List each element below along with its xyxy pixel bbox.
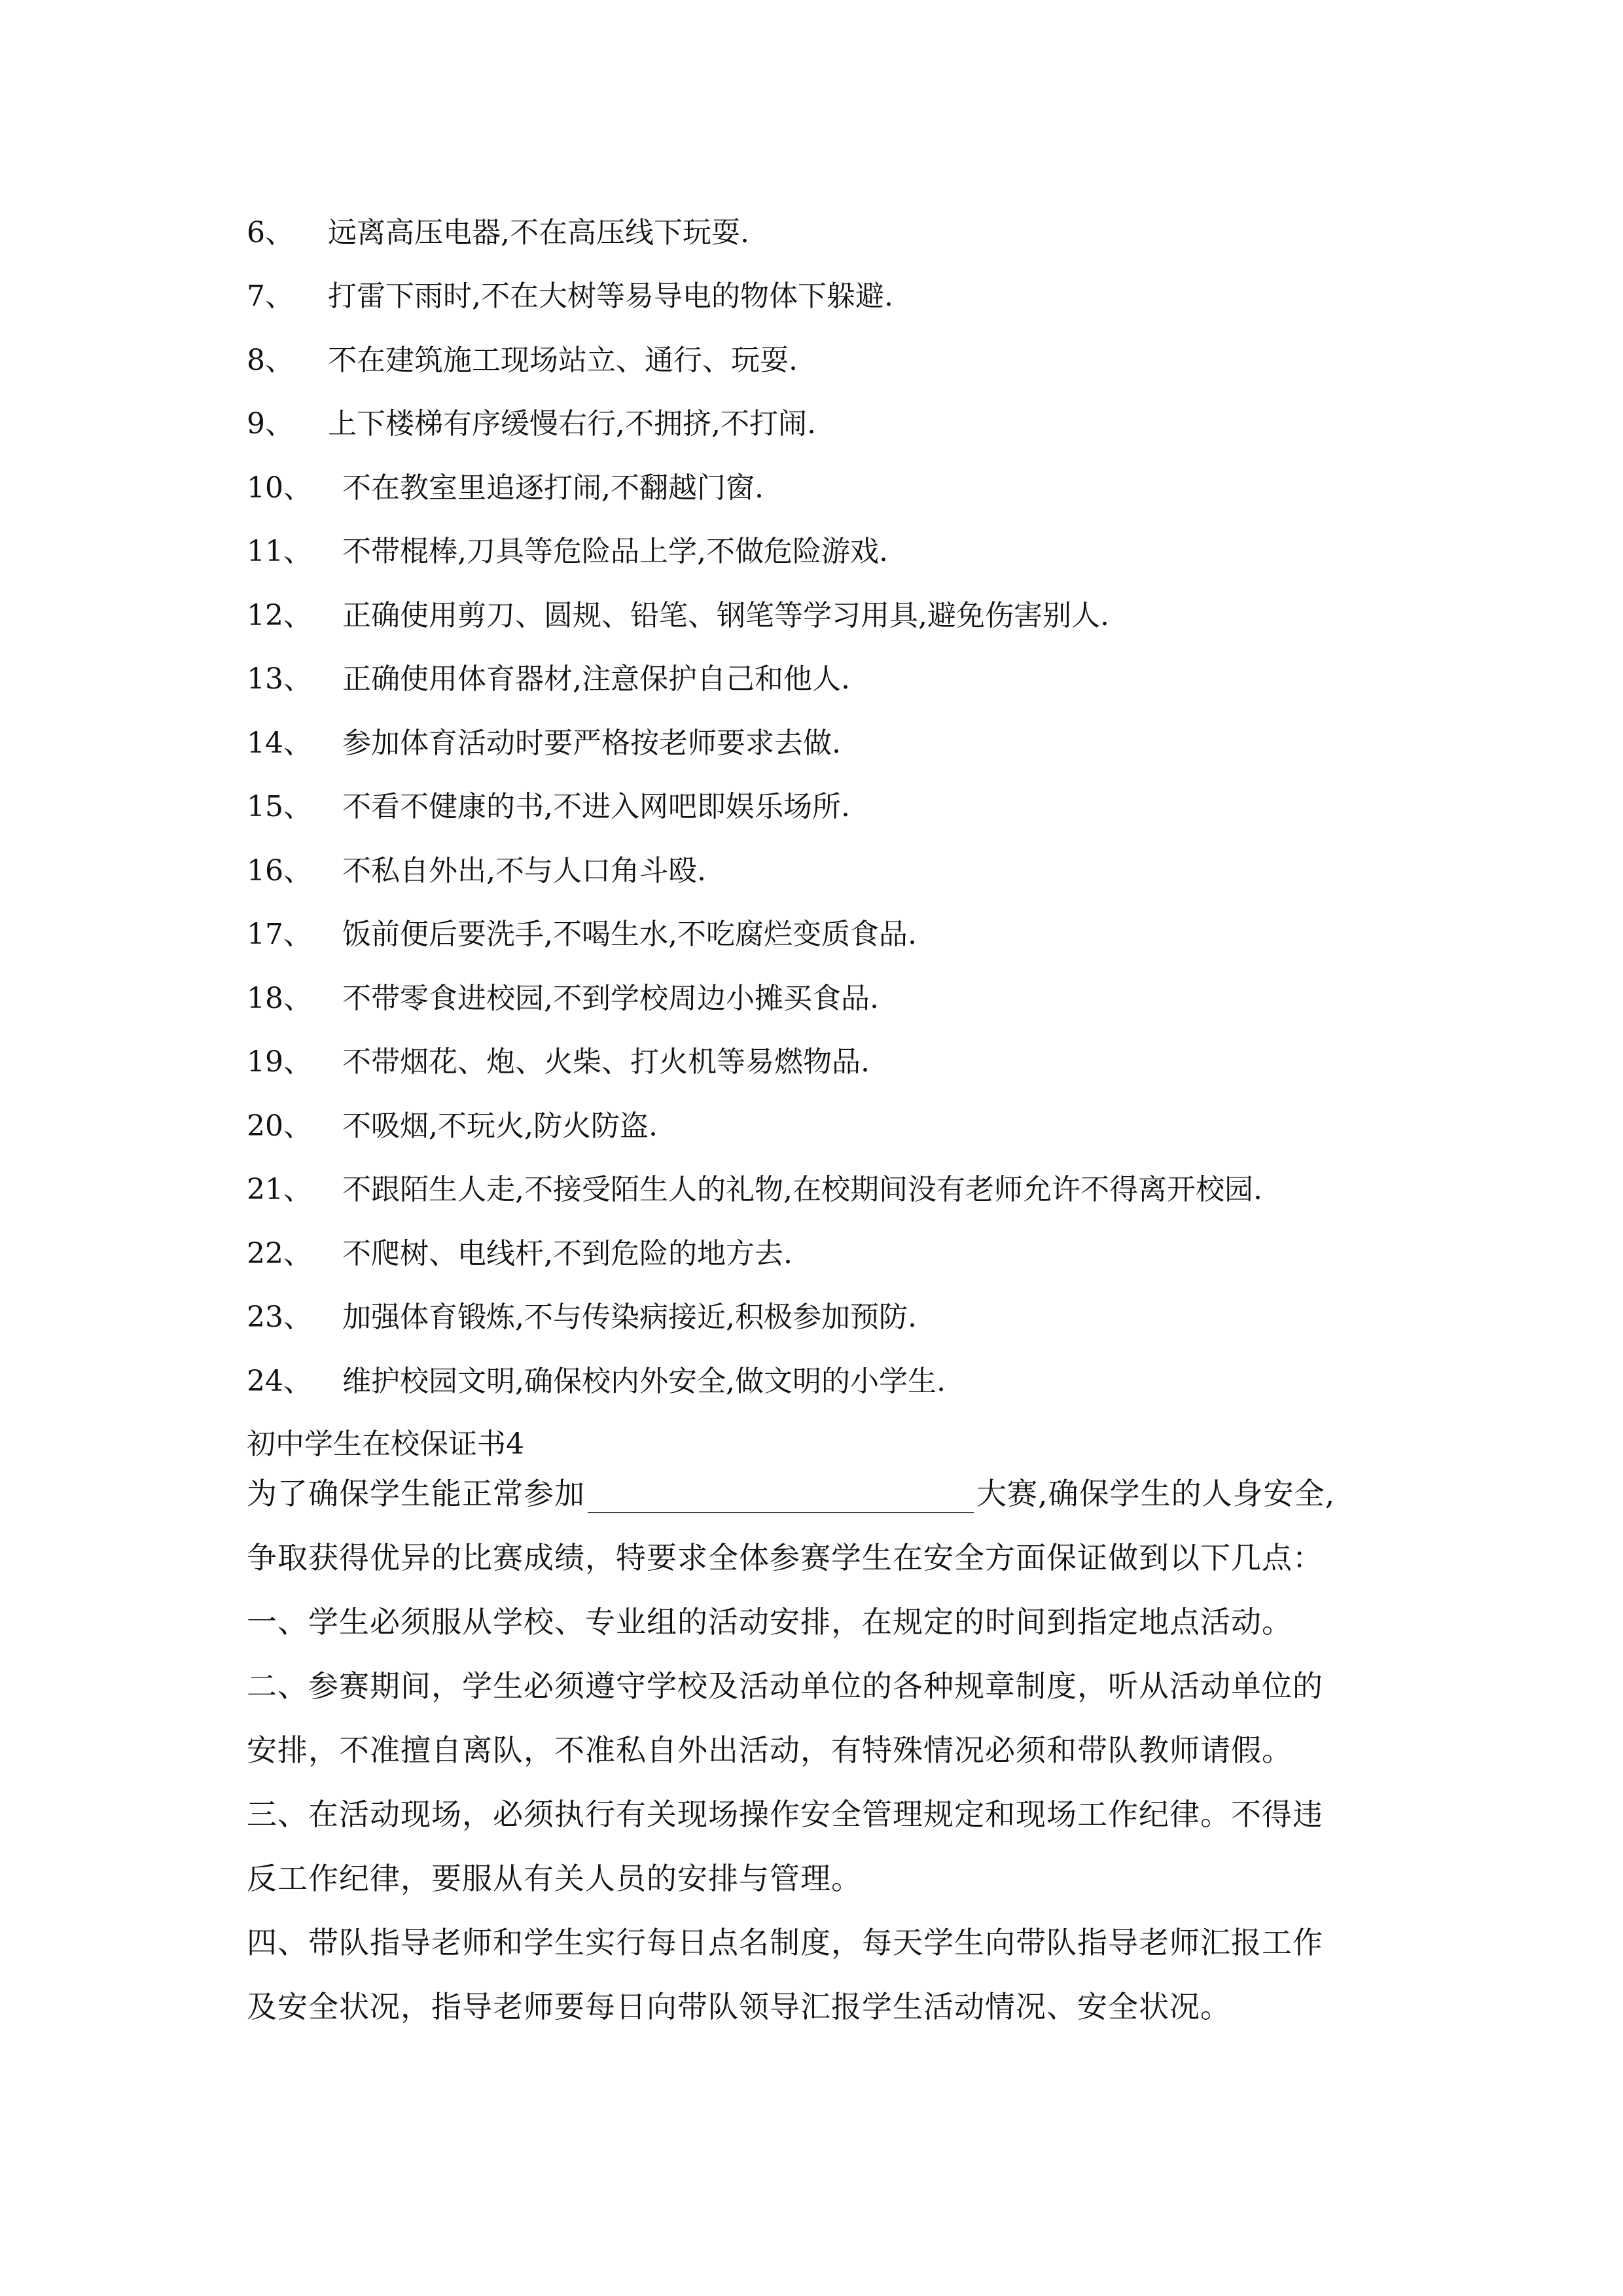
list-item <box>247 772 1412 836</box>
item-text: 不吸烟,不玩火,防火防盗. <box>342 1109 658 1143</box>
intro-text-after: 大赛,确保学生的人身安全, <box>976 1476 1336 1511</box>
item-number: 21、 <box>247 1173 312 1207</box>
item-number: 8、 <box>247 343 294 377</box>
list-item <box>247 645 1412 709</box>
list-item <box>247 963 1412 1028</box>
list-item <box>247 708 1412 772</box>
intro-line-2: 争取获得优异的比赛成绩，特要求全体参赛学生在安全方面保证做到以下几点： <box>247 1540 1323 1575</box>
item-number: 14、 <box>247 726 312 760</box>
list-item <box>247 453 1412 517</box>
list-item <box>247 389 1412 454</box>
item-text: 不看不健康的书,不进入网吧即娱乐场所. <box>342 790 850 824</box>
item-number: 24、 <box>247 1364 312 1398</box>
section-title: 初中学生在校保证书4 <box>247 1427 524 1461</box>
item-text: 打雷下雨时,不在大树等易导电的物体下躲避. <box>328 279 893 314</box>
list-item <box>247 836 1412 900</box>
item-number: 20、 <box>247 1109 312 1143</box>
item-text: 不带烟花、炮、火柴、打火机等易燃物品. <box>342 1045 870 1079</box>
item-number: 7、 <box>247 279 294 314</box>
intro-text-before: 为了确保学生能正常参加 <box>247 1476 585 1511</box>
item-number: 6、 <box>247 215 294 249</box>
list-item <box>247 1155 1412 1219</box>
item-number: 22、 <box>247 1236 312 1270</box>
item-number: 17、 <box>247 918 312 952</box>
clause-2-line-2: 安排，不准擅自离队，不准私自外出活动，有特殊情况必须和带队教师请假。 <box>247 1732 1293 1768</box>
item-text: 远离高压电器,不在高压线下玩耍. <box>328 215 749 249</box>
item-number: 12、 <box>247 598 312 632</box>
item-number: 15、 <box>247 790 312 824</box>
item-number: 16、 <box>247 853 312 888</box>
fill-in-blank[interactable] <box>588 1482 974 1513</box>
clause-1-line-1: 一、学生必须服从学校、专业组的活动安排，在规定的时间到指定地点活动。 <box>247 1604 1293 1640</box>
clause-2-line-1: 二、参赛期间，学生必须遵守学校及活动单位的各种规章制度，听从活动单位的 <box>247 1668 1323 1704</box>
item-text: 维护校园文明,确保校内外安全,做文明的小学生. <box>342 1364 946 1398</box>
safety-rules-list <box>247 198 1412 1410</box>
item-text: 不带棍棒,刀具等危险品上学,不做危险游戏. <box>342 535 888 569</box>
item-text: 正确使用体育器材,注意保护自己和他人. <box>342 662 850 696</box>
item-text: 正确使用剪刀、圆规、铅笔、钢笔等学习用具,避免伤害别人. <box>342 598 1109 632</box>
list-item <box>247 1219 1412 1283</box>
clause-4-line-2: 及安全状况，指导老师要每日向带队领导汇报学生活动情况、安全状况。 <box>247 1989 1231 2024</box>
item-number: 23、 <box>247 1300 312 1335</box>
list-item <box>247 1091 1412 1155</box>
list-item <box>247 517 1412 581</box>
item-text: 加强体育锻炼,不与传染病接近,积极参加预防. <box>342 1300 917 1335</box>
item-number: 9、 <box>247 407 294 441</box>
clause-3-line-1: 三、在活动现场，必须执行有关现场操作安全管理规定和现场工作纪律。不得违 <box>247 1797 1323 1832</box>
item-text: 不带零食进校园,不到学校周边小摊买食品. <box>342 981 879 1015</box>
item-number: 11、 <box>247 535 312 569</box>
item-number: 13、 <box>247 662 312 696</box>
list-item <box>247 198 1412 262</box>
intro-line-1 <box>247 1470 1335 1513</box>
list-item <box>247 325 1412 389</box>
clause-4-line-1: 四、带队指导老师和学生实行每日点名制度，每天学生向带队指导老师汇报工作 <box>247 1925 1323 1960</box>
list-item <box>247 581 1412 645</box>
item-text: 上下楼梯有序缓慢右行,不拥挤,不打闹. <box>328 407 816 441</box>
item-text: 不跟陌生人走,不接受陌生人的礼物,在校期间没有老师允许不得离开校园. <box>342 1173 1262 1207</box>
item-text: 饭前便后要洗手,不喝生水,不吃腐烂变质食品. <box>342 918 917 952</box>
item-text: 不在教室里追逐打闹,不翻越门窗. <box>342 471 764 505</box>
list-item <box>247 900 1412 964</box>
item-text: 不私自外出,不与人口角斗殴. <box>342 853 706 888</box>
item-number: 19、 <box>247 1045 312 1079</box>
list-item <box>247 1283 1412 1347</box>
item-text: 参加体育活动时要严格按老师要求去做. <box>342 726 841 760</box>
list-item <box>247 262 1412 326</box>
item-text: 不在建筑施工现场站立、通行、玩耍. <box>328 343 798 377</box>
list-item <box>247 1346 1412 1410</box>
item-number: 10、 <box>247 471 312 505</box>
item-number: 18、 <box>247 981 312 1015</box>
clause-3-line-2: 反工作纪律，要服从有关人员的安排与管理。 <box>247 1861 862 1896</box>
item-text: 不爬树、电线杆,不到危险的地方去. <box>342 1236 793 1270</box>
list-item <box>247 1028 1412 1092</box>
